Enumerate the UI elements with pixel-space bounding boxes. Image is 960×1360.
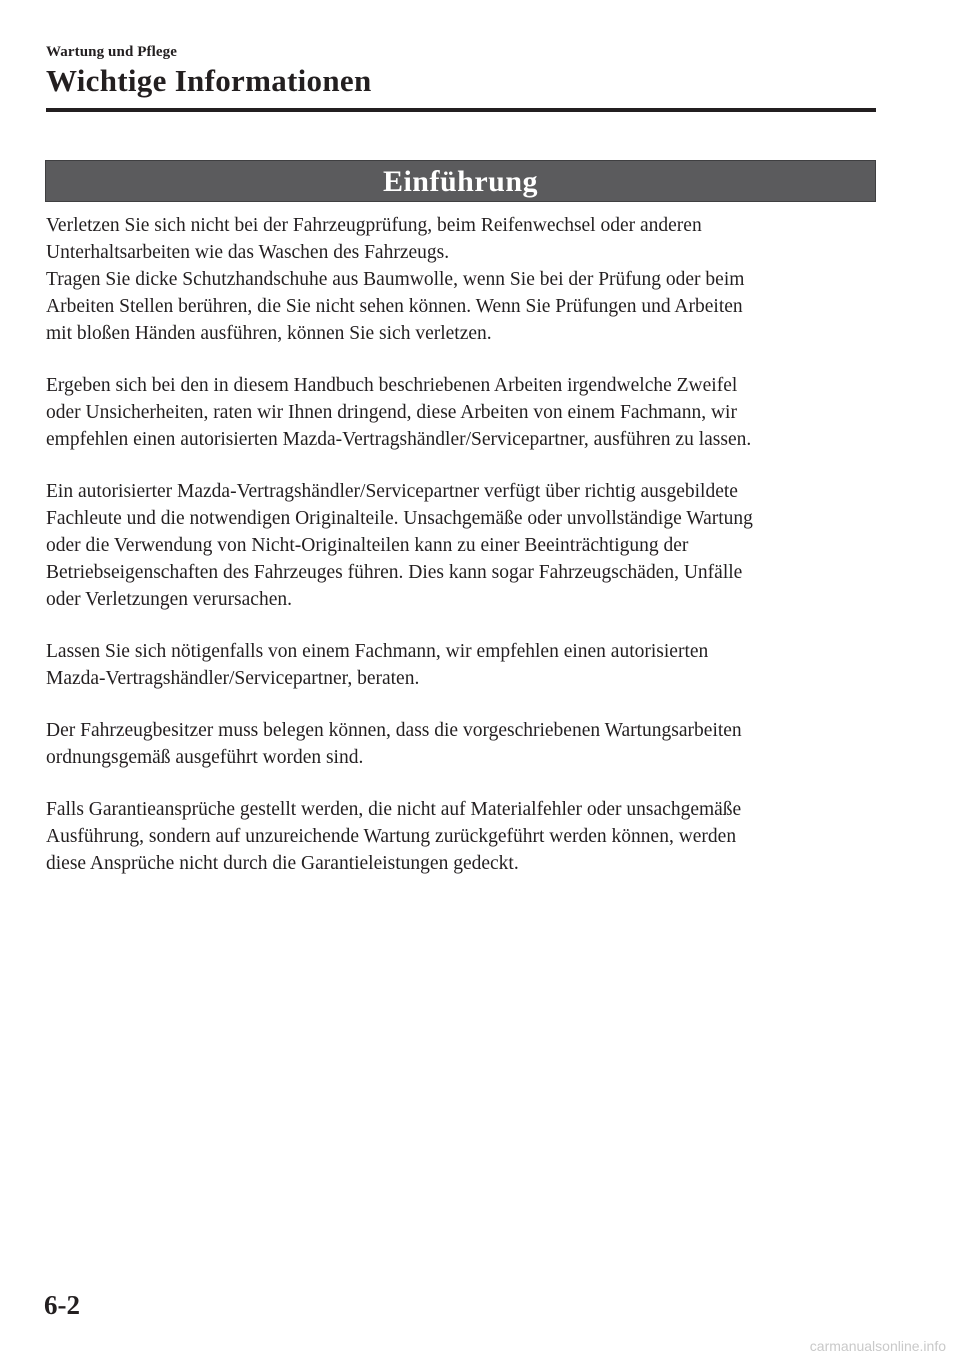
page-number: 6-2 (44, 1290, 80, 1320)
text-line: mit bloßen Händen ausführen, können Sie sich verletzen. (46, 323, 492, 344)
text-line: Mazda-Vertragshändler/Servicepartner, beraten. (46, 668, 420, 689)
paragraph (46, 796, 876, 877)
paragraph (46, 478, 876, 613)
paragraph (46, 638, 876, 692)
text-line: Ausführung, sondern auf unzureichende Wartung zurückgeführt werden können, werden (46, 826, 737, 847)
watermark-link[interactable]: carmanualsonline.info (809, 1338, 946, 1354)
paragraph (46, 372, 876, 453)
text-line: Der Fahrzeugbesitzer muss belegen können, dass die vorgeschriebenen Wartungsarbeiten (46, 720, 742, 741)
text-line: Lassen Sie sich nötigenfalls von einem Fachmann, wir empfehlen einen autorisierten (46, 641, 709, 662)
paragraph (46, 212, 876, 347)
text-line: empfehlen einen autorisierten Mazda-Vertragshändler/Servicepartner, ausführen zu lassen. (46, 429, 752, 450)
section-banner: Einführung (45, 160, 876, 202)
text-line: diese Ansprüche nicht durch die Garantieleistungen gedeckt. (46, 853, 519, 874)
text-line: oder Unsicherheiten, raten wir Ihnen dringend, diese Arbeiten von einem Fachmann, wir (46, 402, 737, 423)
text-line: Fachleute und die notwendigen Originalteile. Unsachgemäße oder unvollständige Wartung (46, 508, 753, 529)
text-line: Betriebseigenschaften des Fahrzeuges führen. Dies kann sogar Fahrzeugschäden, Unfälle (46, 562, 743, 583)
text-line: Ein autorisierter Mazda-Vertragshändler/Servicepartner verfügt über richtig ausgebildete (46, 481, 738, 502)
text-line: Unterhaltsarbeiten wie das Waschen des Fahrzeugs. (46, 242, 450, 263)
page-title: Wichtige Informationen (46, 63, 372, 98)
text-line: ordnungsgemäß ausgeführt worden sind. (46, 747, 364, 768)
text-line: Ergeben sich bei den in diesem Handbuch beschriebenen Arbeiten irgendwelche Zweifel (46, 375, 738, 396)
text-line: Arbeiten Stellen berühren, die Sie nicht sehen können. Wenn Sie Prüfungen und Arbeiten (46, 296, 743, 317)
section-label: Wartung und Pflege (46, 44, 177, 60)
text-line: oder Verletzungen verursachen. (46, 589, 292, 610)
text-line: Verletzen Sie sich nicht bei der Fahrzeugprüfung, beim Reifenwechsel oder anderen (46, 215, 702, 236)
text-line: oder die Verwendung von Nicht-Originalteilen kann zu einer Beeinträchtigung der (46, 535, 689, 556)
body-text (46, 212, 876, 902)
paragraph (46, 717, 876, 771)
text-line: Falls Garantieansprüche gestellt werden, die nicht auf Materialfehler oder unsachgemäße (46, 799, 742, 820)
title-divider (46, 108, 876, 112)
text-line: Tragen Sie dicke Schutzhandschuhe aus Baumwolle, wenn Sie bei der Prüfung oder beim (46, 269, 745, 290)
